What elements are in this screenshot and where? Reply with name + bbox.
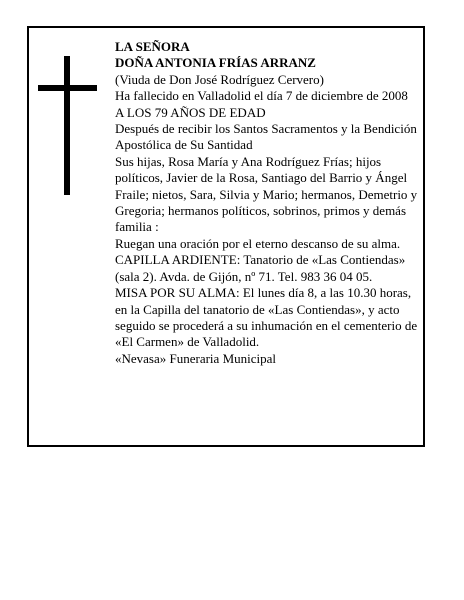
prayer-request: Ruegan una oración por el eterno descanso de su alma.	[115, 235, 401, 251]
funeral-home: «Nevasa» Funeraria Municipal	[115, 350, 277, 366]
notice-title: LA SEÑORA	[115, 39, 190, 54]
family-list: Sus hijas, Rosa María y Ana Rodríguez Frías; hijos políticos, Javier de la Rosa, Santiago del Barrio y Ángel Fraile; nietos, Sara, Silvia y Mario; hermanos, Demetrio y Gregoria; hermanos políticos, sobrinos, primos y demás familia :	[115, 153, 418, 235]
death-statement: Ha fallecido en Valladolid el día 7 de diciembre de 2008	[115, 88, 408, 104]
chapel-info: CAPILLA ARDIENTE: Tanatorio de «Las Contiendas» (sala 2). Avda. de Gijón, nº 71. Tel. 983 36 04 05.	[115, 252, 406, 284]
age-at-death: A LOS 79 AÑOS DE EDAD	[115, 104, 266, 120]
deceased-name: DOÑA ANTONIA FRÍAS ARRANZ	[115, 55, 316, 71]
mass-info: MISA POR SU ALMA: El lunes día 8, a las 10.30 horas, en la Capilla del tanatorio de «Las Contiendas», y acto seguido se procederá a su inhumación en el cementerio de «El Carmen» de Valladolid.	[115, 285, 418, 350]
sacraments-text: Después de recibir los Santos Sacramentos y la Bendición Apostólica de Su Santidad	[115, 121, 417, 153]
notice-text-block	[115, 39, 421, 367]
cross-vertical-bar	[64, 56, 70, 195]
widow-of: (Viuda de Don José Rodríguez Cervero)	[115, 71, 324, 87]
cross-horizontal-bar	[38, 85, 97, 91]
